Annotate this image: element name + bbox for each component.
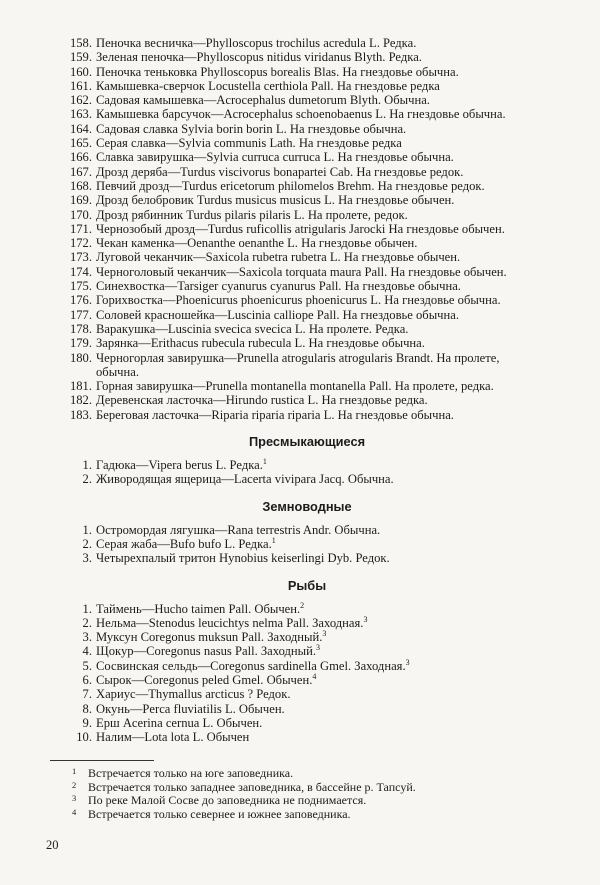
entry-number: 179. bbox=[69, 336, 92, 351]
footnote-reference: 3 bbox=[316, 643, 321, 653]
entry-number: 177. bbox=[69, 307, 92, 322]
species-entry bbox=[72, 537, 542, 551]
entry-text: Муксун Coregonus muksun Pall. Заходный. bbox=[96, 630, 323, 645]
entry-text: Серая славка—Sylvia communis Lath. На гнездовье редка bbox=[96, 136, 402, 151]
entry-number: 166. bbox=[69, 150, 92, 165]
entry-text: Садовая славка Sylvia borin borin L. На гнездовье обычна. bbox=[96, 121, 407, 136]
entry-text: Дрозд рябинник Turdus pilaris pilaris L. На пролете, редок. bbox=[96, 207, 408, 222]
species-entry bbox=[72, 673, 542, 687]
entry-number: 164. bbox=[69, 121, 92, 136]
footnote-mark: 3 bbox=[72, 793, 77, 804]
section-heading: Рыбы bbox=[287, 577, 327, 593]
entry-number: 4. bbox=[82, 644, 92, 659]
entry-text: Щокур—Coregonus nasus Pall. Заходный. bbox=[96, 644, 317, 659]
entry-number: 168. bbox=[69, 178, 92, 193]
entry-text: Зарянка—Erithacus rubecula rubecula L. На гнездовье обычна. bbox=[96, 336, 425, 351]
footnote-divider bbox=[50, 760, 154, 761]
species-entry bbox=[69, 293, 542, 308]
species-entry bbox=[69, 321, 542, 336]
entry-text: Четырехпалый тритон Hynobius keiserlingi Dyb. Редок. bbox=[96, 551, 390, 566]
species-entry bbox=[72, 702, 542, 716]
entry-number: 3. bbox=[82, 630, 92, 645]
footnote-mark: 1 bbox=[72, 766, 77, 776]
species-entry bbox=[69, 178, 542, 193]
entry-number: 176. bbox=[69, 293, 92, 308]
species-entry bbox=[69, 307, 542, 322]
species-entry bbox=[69, 150, 542, 165]
entry-text: Сосвинская сельдь—Coregonus sardinella Gmel. Заходная. bbox=[96, 658, 406, 673]
footnote-mark: 4 bbox=[72, 806, 77, 817]
entry-number: 2. bbox=[82, 536, 92, 551]
entry-number: 173. bbox=[69, 250, 92, 265]
entry-text: Горная завирушка—Prunella montanella montanella Pall. На пролете, редка. bbox=[96, 379, 494, 394]
entry-number: 163. bbox=[69, 107, 92, 122]
entry-number: 1. bbox=[82, 458, 92, 473]
species-entry bbox=[72, 630, 542, 644]
entry-number: 161. bbox=[69, 78, 92, 93]
species-entry bbox=[69, 236, 542, 251]
entry-number: 1. bbox=[82, 601, 92, 616]
footnote-text: Встречается только западнее заповедника, в бассейне р. Тапсуй. bbox=[88, 779, 416, 794]
entry-text: Пеночка весничка—Phylloscopus trochilus acredula L. Редка. bbox=[96, 36, 417, 50]
entry-text: Налим—Lota lota L. Обычен bbox=[96, 730, 250, 745]
entry-text: Соловей красношейка—Luscinia calliope Pall. На гнездовье обычна. bbox=[96, 307, 459, 322]
entry-text: Камышевка барсучок—Acrocephalus schoenobaenus L. На гнездовье обычна. bbox=[96, 107, 506, 122]
species-entry bbox=[69, 50, 542, 65]
entry-text: Чернозобый дрозд—Turdus ruficollis atrigularis Jarocki На гнездовье обычен. bbox=[96, 221, 505, 236]
footnote bbox=[72, 767, 542, 781]
species-entry bbox=[72, 687, 542, 701]
species-entry bbox=[69, 250, 542, 265]
entry-text: Остромордая лягушка—Rana terrestris Andr. Обычна. bbox=[96, 522, 381, 537]
species-entry bbox=[72, 551, 542, 565]
species-entry bbox=[72, 616, 542, 630]
entry-text: Черногорлая завирушка—Prunella atrogularis atrogularis Brandt. На пролете, обычна. bbox=[96, 350, 500, 379]
footnote-reference: 3 bbox=[405, 657, 410, 667]
species-entry bbox=[69, 279, 542, 294]
footnote-text: Встречается только севернее и южнее заповедника. bbox=[88, 806, 351, 821]
species-entry bbox=[72, 472, 542, 486]
species-entry bbox=[69, 64, 542, 79]
species-entry bbox=[69, 36, 542, 50]
species-entry bbox=[69, 350, 542, 380]
species-entry bbox=[69, 221, 542, 236]
entry-number: 8. bbox=[82, 701, 92, 716]
footnote bbox=[72, 794, 542, 808]
entry-number: 1. bbox=[82, 522, 92, 537]
species-entry bbox=[72, 458, 542, 472]
section-list bbox=[72, 602, 542, 745]
footnote-reference: 2 bbox=[300, 600, 305, 610]
entry-number: 162. bbox=[69, 93, 92, 108]
entry-number: 159. bbox=[69, 50, 92, 65]
entry-text: Береговая ласточка—Riparia riparia riparia L. На гнездовье обычна. bbox=[96, 407, 454, 422]
entry-number: 171. bbox=[69, 221, 92, 236]
footnote-text: Встречается только на юге заповедника. bbox=[88, 766, 294, 780]
species-entry bbox=[72, 523, 542, 537]
entry-number: 9. bbox=[82, 715, 92, 730]
entry-text: Певчий дрозд—Turdus ericetorum philomelos Brehm. На гнездовье редок. bbox=[96, 178, 485, 193]
entry-text: Хариус—Thymallus arcticus ? Редок. bbox=[96, 687, 291, 702]
entry-number: 178. bbox=[69, 321, 92, 336]
entry-number: 170. bbox=[69, 207, 92, 222]
entry-text: Варакушка—Luscinia svecica svecica L. На пролете. Редка. bbox=[96, 321, 409, 336]
species-entry bbox=[69, 121, 542, 136]
entry-text: Ерш Acerina cernua L. Обычен. bbox=[96, 715, 263, 730]
entry-text: Таймень—Hucho taimen Pall. Обычен. bbox=[96, 601, 301, 616]
section-heading: Земноводные bbox=[262, 498, 352, 514]
footnote-reference: 1 bbox=[271, 535, 276, 545]
entry-number: 2. bbox=[82, 615, 92, 630]
footnotes bbox=[72, 767, 542, 821]
footnote-reference: 3 bbox=[363, 614, 368, 624]
entry-number: 2. bbox=[82, 472, 92, 487]
entry-number: 10. bbox=[76, 730, 92, 745]
footnote-mark: 2 bbox=[72, 779, 77, 790]
entry-number: 160. bbox=[69, 64, 92, 79]
entry-number: 6. bbox=[82, 672, 92, 687]
entry-number: 167. bbox=[69, 164, 92, 179]
entry-text: Дрозд деряба—Turdus viscivorus bonapartei Cab. На гнездовье редок. bbox=[96, 164, 464, 179]
entry-number: 174. bbox=[69, 264, 92, 279]
species-entry bbox=[69, 136, 542, 151]
species-entry bbox=[69, 78, 542, 93]
entry-text: Синехвостка—Tarsiger cyanurus cyanurus Pall. На гнездовье обычна. bbox=[96, 279, 461, 294]
entry-text: Нельма—Stenodus leucichtys nelma Pall. Заходная. bbox=[96, 615, 364, 630]
entry-number: 181. bbox=[69, 379, 92, 394]
entry-text: Гадюка—Vipera berus L. Редка. bbox=[96, 458, 263, 473]
species-entry bbox=[69, 393, 542, 408]
entry-text: Дрозд белобровик Turdus musicus musicus L. На гнездовье обычен. bbox=[96, 193, 455, 208]
species-entry bbox=[69, 107, 542, 122]
footnote-text: По реке Малой Сосве до заповедника не поднимается. bbox=[88, 793, 367, 808]
entry-text: Садовая камышевка—Acrocephalus dumetorum Blyth. Обычна. bbox=[96, 93, 430, 108]
entry-text: Деревенская ласточка—Hirundo rustica L. На гнездовье редка. bbox=[96, 393, 428, 408]
footnote-reference: 3 bbox=[322, 628, 327, 638]
footnote-reference: 1 bbox=[262, 456, 267, 466]
entry-number: 169. bbox=[69, 193, 92, 208]
entry-number: 7. bbox=[82, 687, 92, 702]
footnote-reference: 4 bbox=[312, 671, 317, 681]
entry-text: Чекан каменка—Oenanthe oenanthe L. На гнездовье обычен. bbox=[96, 236, 418, 251]
species-entry bbox=[72, 644, 542, 658]
entry-text: Окунь—Perca fluviatilis L. Обычен. bbox=[96, 701, 285, 716]
entry-text: Горихвостка—Phoenicurus phoenicurus phoenicurus L. На гнездовье обычна. bbox=[96, 293, 501, 308]
entry-number: 183. bbox=[69, 407, 92, 422]
section-list bbox=[72, 458, 542, 487]
species-entry bbox=[69, 207, 542, 222]
entry-number: 165. bbox=[69, 136, 92, 151]
entry-number: 175. bbox=[69, 279, 92, 294]
entry-text: Черноголовый чеканчик—Saxicola torquata maura Pall. На гнездовье обычен. bbox=[96, 264, 507, 279]
entry-number: 180. bbox=[69, 350, 92, 365]
entry-text: Луговой чеканчик—Saxicola rubetra rubetra L. На гнездовье обычен. bbox=[96, 250, 461, 265]
entry-text: Пеночка теньковка Phylloscopus borealis Blas. На гнездовье обычна. bbox=[96, 64, 459, 79]
entry-number: 158. bbox=[69, 36, 92, 50]
species-entry bbox=[69, 379, 542, 394]
entry-text: Славка завирушка—Sylvia curruca curruca L. На гнездовье обычна. bbox=[96, 150, 454, 165]
species-entry bbox=[69, 336, 542, 351]
footnote bbox=[72, 781, 542, 795]
page-number: 20 bbox=[46, 838, 59, 852]
species-entry bbox=[72, 602, 542, 616]
entry-number: 3. bbox=[82, 551, 92, 566]
species-entry bbox=[69, 193, 542, 208]
entry-number: 182. bbox=[69, 393, 92, 408]
entry-number: 5. bbox=[82, 658, 92, 673]
species-entry bbox=[72, 659, 542, 673]
footnote bbox=[72, 808, 542, 822]
species-entry bbox=[72, 716, 542, 730]
section-heading: Пресмыкающиеся bbox=[248, 434, 366, 450]
entry-text: Живородящая ящерица—Lacerta vivipara Jacq. Обычна. bbox=[96, 472, 394, 487]
species-entry bbox=[69, 264, 542, 279]
entry-number: 172. bbox=[69, 236, 92, 251]
entry-text: Камышевка-сверчок Locustella certhiola Pall. На гнездовье редка bbox=[96, 78, 440, 93]
section-list bbox=[72, 523, 542, 566]
species-entry bbox=[72, 730, 542, 744]
species-entry bbox=[69, 407, 542, 422]
entry-text: Зеленая пеночка—Phylloscopus nitidus viridanus Blyth. Редка. bbox=[96, 50, 422, 65]
entry-text: Серая жаба—Bufo bufo L. Редка. bbox=[96, 536, 272, 551]
species-entry bbox=[69, 164, 542, 179]
species-entry bbox=[69, 93, 542, 108]
species-list bbox=[69, 36, 542, 745]
entry-text: Сырок—Coregonus peled Gmel. Обычен. bbox=[96, 672, 313, 687]
